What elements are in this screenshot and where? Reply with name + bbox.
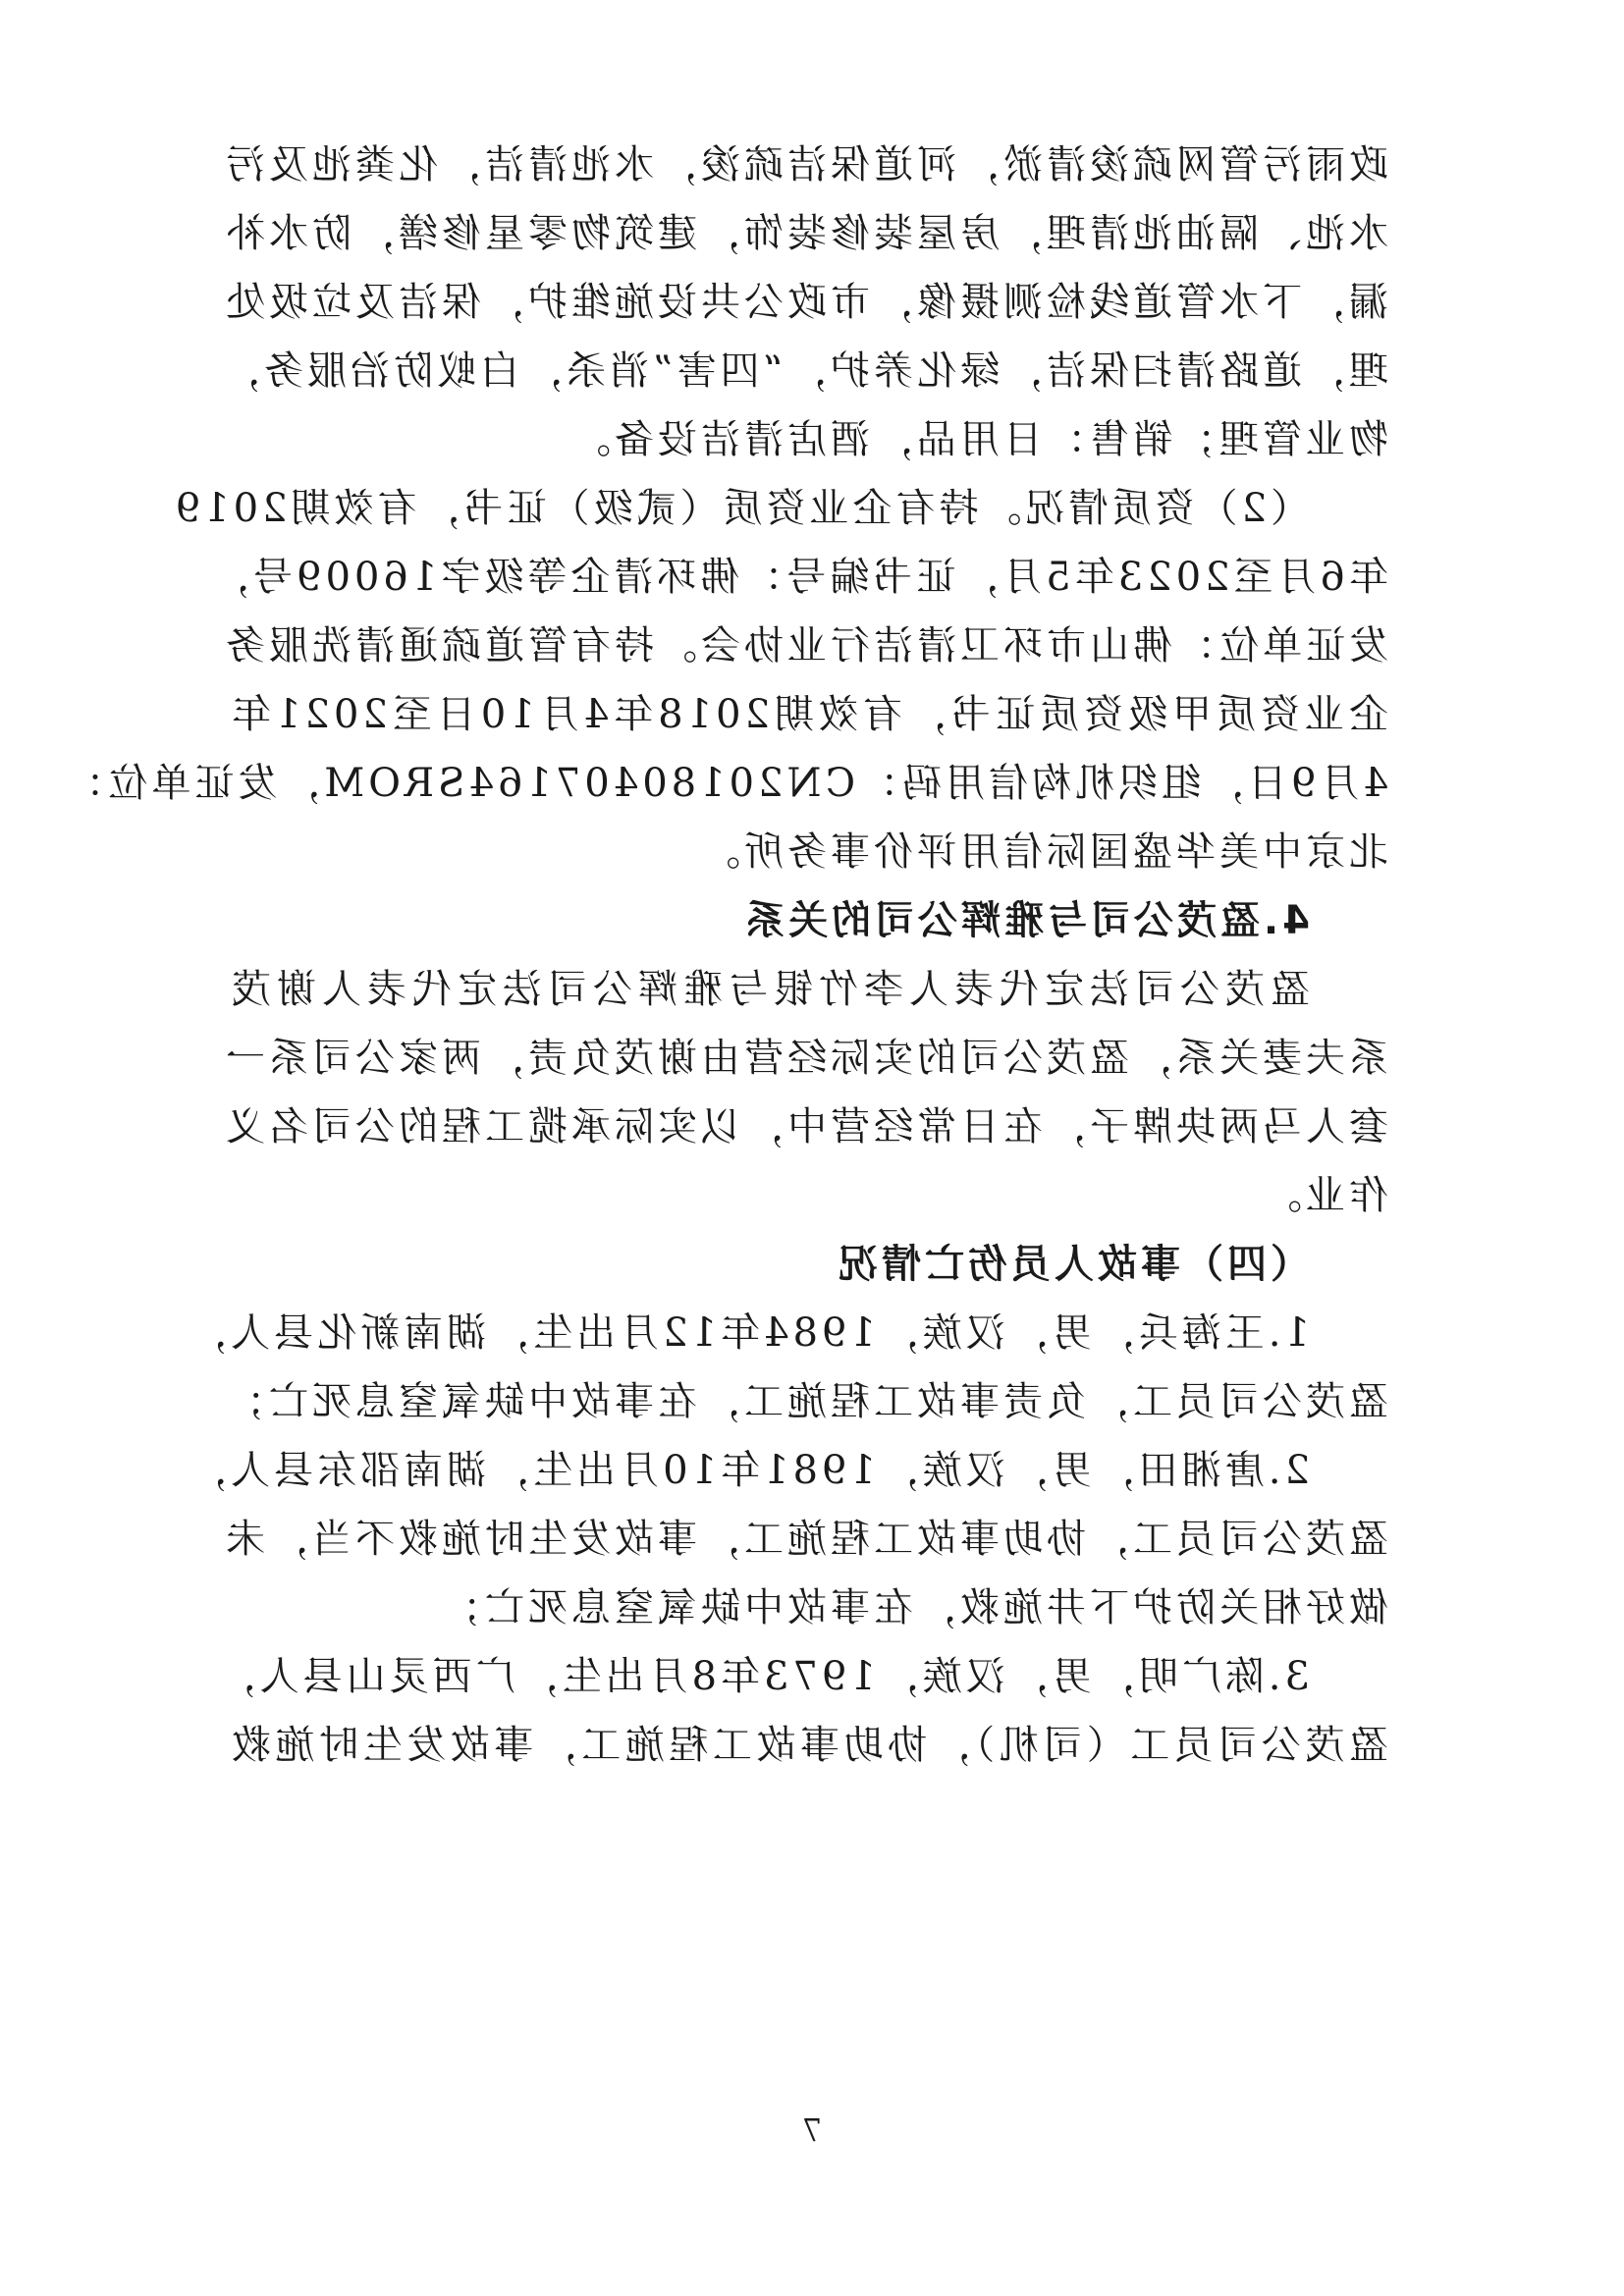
body-line: 企业资质甲级资质证书，有效期2018年4月10日至2021年	[228, 692, 1388, 737]
body-line: 北京中美华盛国际信用评价事务所。	[697, 829, 1388, 875]
section-heading: （四）事故人员伤亡情况	[835, 1242, 1310, 1287]
body-line: 盈茂公司法定代表人李竹银与雅辉公司法定代表人谢茂	[228, 967, 1310, 1012]
body-line: 套人马两块牌子，在日常经营中，以实际承揽工程的公司名义	[222, 1104, 1388, 1149]
body-line: （2）资质情况。持有企业资质（贰级）证书，有效期2019	[171, 486, 1310, 531]
body-line: 年6月至2023年5月，证书编号：佛环清企等级字16009号，	[206, 555, 1388, 600]
body-line: 3.陈广明，男，汉族，1973年8月出生，广西灵山县人，	[212, 1654, 1310, 1699]
body-line: 4月9日，组织机构信用码：CN20180407164SROM，发证单位：	[61, 761, 1388, 806]
body-line: 作业。	[1259, 1173, 1388, 1218]
body-line: 系夫妻关系，盈茂公司的实际经营由谢茂负责，两家公司系一	[222, 1036, 1388, 1081]
body-line: 水池、隔油池清理，房屋装修装饰，建筑物零星修缮，防水补	[222, 211, 1388, 256]
page-number: 7	[801, 2111, 823, 2149]
body-line: 理，道路清扫保洁，绿化养护，“四害”消杀，白蚁防治服务，	[217, 348, 1388, 394]
body-line: 2.唐湘田，男，汉族，1981年10月出生，湖南邵东县人，	[184, 1448, 1310, 1493]
body-line: 1.王海兵，男，汉族，1984年12月出生，湖南新化县人，	[184, 1310, 1310, 1356]
body-line: 盈茂公司员工，负责事故工程施工，在事故中缺氧窒息死亡；	[222, 1379, 1388, 1424]
body-line: 物业管理；销售：日用品，酒店清洁设备。	[568, 417, 1388, 462]
body-line: 发证单位：佛山市环卫清洁行业协会。持有管道疏通清洗服务	[222, 623, 1388, 668]
section-heading: 4.盈茂公司与雅辉公司的关系	[740, 898, 1310, 943]
body-line: 漏，下水管道线检测摄像，市政公共设施维护，保洁及垃圾处	[222, 280, 1388, 325]
body-line: 做好相关防护下井施救，在事故中缺氧窒息死亡；	[438, 1585, 1388, 1630]
body-line: 盈茂公司员工（司机），协助事故工程施工，事故发生时施救	[228, 1723, 1388, 1768]
body-line: 盈茂公司员工，协助事故工程施工，事故发生时施救不当，未	[222, 1517, 1388, 1562]
body-line: 政雨污管网疏浚清淤，河道保洁疏浚，水池清洁，化粪池及污	[222, 142, 1388, 187]
